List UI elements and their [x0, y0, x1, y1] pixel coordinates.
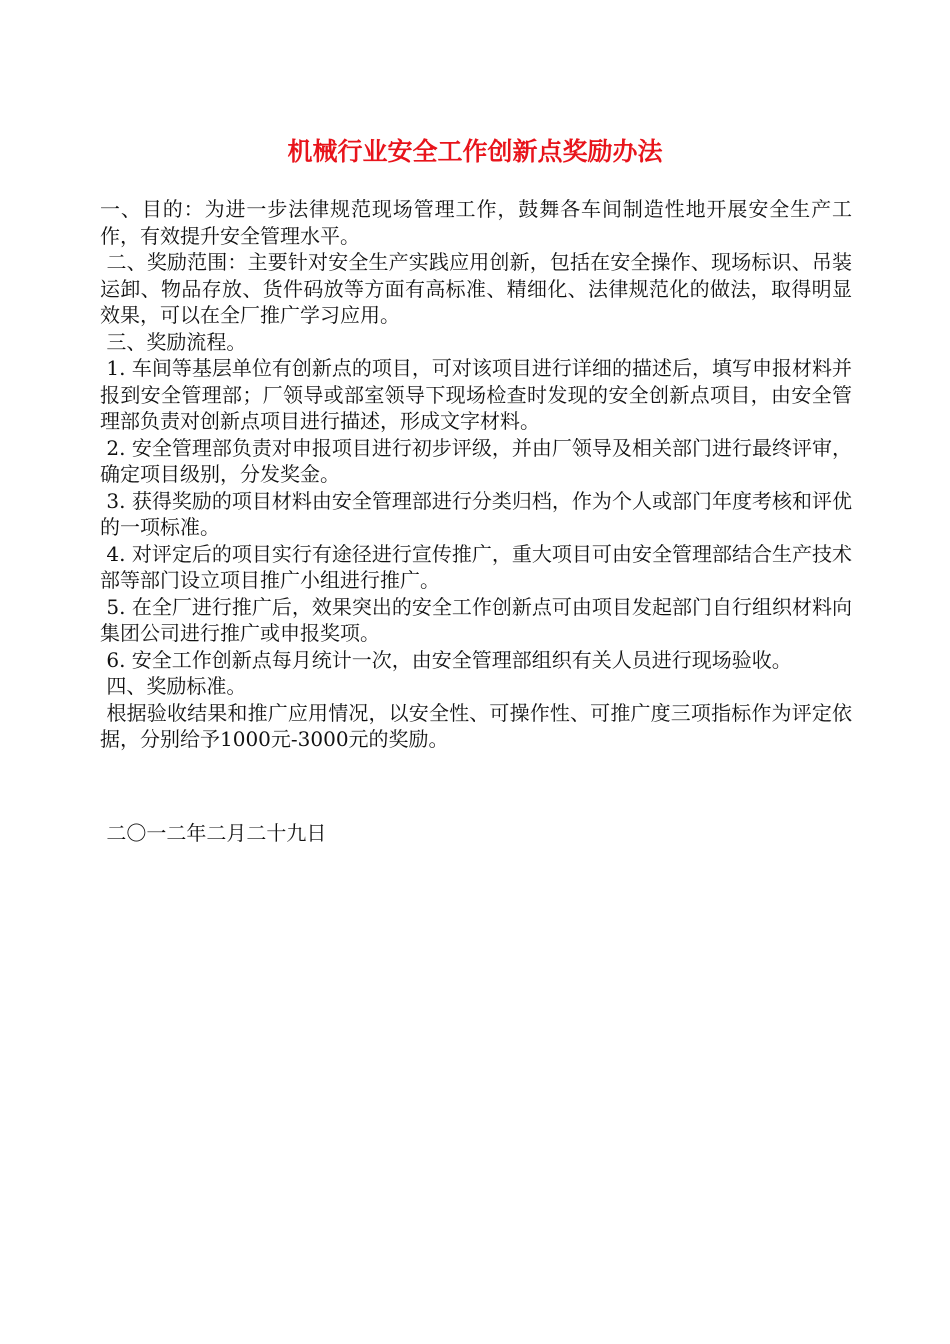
- paragraph-process-step-4: 4. 对评定后的项目实行有途径进行宣传推广，重大项目可由安全管理部结合生产技术部等部门设立项目推广小组进行推广。: [100, 541, 852, 592]
- paragraph-process-step-6: 6. 安全工作创新点每月统计一次，由安全管理部组织有关人员进行现场验收。: [100, 647, 792, 672]
- paragraph-process-heading: 三、奖励流程。: [100, 329, 247, 354]
- paragraph-purpose: 一、目的：为进一步法律规范现场管理工作，鼓舞各车间制造性地开展安全生产工作，有效提升安全管理水平。: [100, 197, 852, 248]
- document-body: [100, 196, 852, 753]
- document-date: 二〇一二年二月二十九日: [100, 821, 327, 845]
- paragraph-process-step-3: 3. 获得奖励的项目材料由安全管理部进行分类归档，作为个人或部门年度考核和评优的一项标准。: [100, 488, 852, 539]
- paragraph-standard-detail: 根据验收结果和推广应用情况，以安全性、可操作性、可推广度三项指标作为评定依据，分别给予1000元-3000元的奖励。: [100, 700, 853, 751]
- paragraph-process-step-1: 1. 车间等基层单位有创新点的项目，可对该项目进行详细的描述后，填写申报材料并报到安全管理部；厂领导或部室领导下现场检查时发现的安全创新点项目，由安全管理部负责对创新点项目进行描述，形成文字材料。: [100, 356, 852, 433]
- document-title: 机械行业安全工作创新点奖励办法: [287, 137, 663, 166]
- paragraph-process-step-2: 2. 安全管理部负责对申报项目进行初步评级，并由厂领导及相关部门进行最终评审，确定项目级别，分发奖金。: [100, 435, 852, 486]
- paragraph-process-step-5: 5. 在全厂进行推广后，效果突出的安全工作创新点可由项目发起部门自行组织材料向集团公司进行推广或申报奖项。: [100, 594, 852, 645]
- paragraph-standard-heading: 四、奖励标准。: [100, 674, 247, 698]
- paragraph-scope: 二、奖励范围：主要针对安全生产实践应用创新，包括在安全操作、现场标识、吊装运卸、物品存放、货件码放等方面有高标准、精细化、法律规范化的做法，取得明显效果，可以在全厂推广学习应用。: [100, 250, 853, 327]
